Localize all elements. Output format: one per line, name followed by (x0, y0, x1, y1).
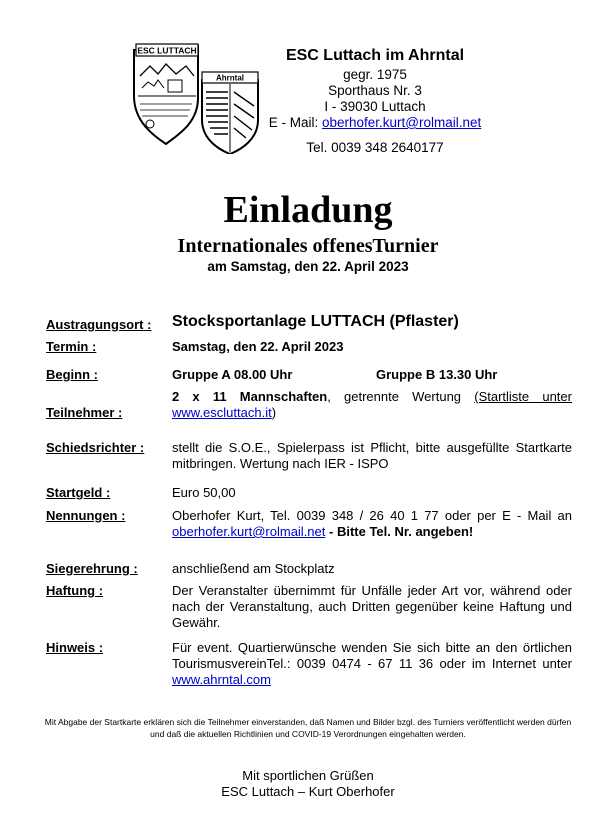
teilnehmer-text: , getrennte Wertung (327, 389, 475, 404)
label-schiedsrichter: Schiedsrichter : (46, 440, 145, 455)
club-email-link[interactable]: oberhofer.kurt@rolmail.net (321, 115, 482, 130)
label-hinweis: Hinweis : (46, 640, 104, 655)
svg-text:Ahrntal: Ahrntal (216, 73, 244, 83)
value-hinweis (172, 640, 572, 688)
nennungen-email-link[interactable]: oberhofer.kurt@rolmail.net (172, 524, 326, 539)
closing (0, 768, 616, 800)
tournament-subtitle: Internationales offenesTurnier (177, 235, 439, 257)
value-austragungsort: Stocksportanlage LUTTACH (Pflaster) (172, 313, 459, 330)
consent-note: Mit Abgabe der Startkarte erklären sich die Teilnehmer einverstanden, daß Namen und Bilder bzgl. des Turniers veröffentlicht werden dürfen und daß die aktuellen Richtlinien und COVID-19 Verordnungen eingehalten werden. (44, 717, 572, 739)
tournament-date-line: am Samstag, den 22. April 2023 (207, 259, 409, 274)
ahrntal-link[interactable]: www.ahrntal.com (172, 672, 271, 687)
club-founded: gegr. 1975 (343, 67, 407, 82)
club-email-line (250, 115, 500, 131)
teams-count: 2 x 11 Mannschaften (172, 389, 328, 404)
page-title: Einladung (223, 189, 393, 231)
value-beginn-group-b: Gruppe B 13.30 Uhr (376, 367, 498, 382)
nennungen-text: Oberhofer Kurt, Tel. 0039 348 / 26 40 1 77 oder per E - Mail an (172, 508, 572, 523)
startliste-text: (Startliste unter (474, 389, 572, 404)
svg-text:ESC LUTTACH: ESC LUTTACH (137, 45, 197, 56)
closing-signature: ESC Luttach – Kurt Oberhofer (221, 784, 395, 799)
value-startgeld: Euro 50,00 (172, 485, 236, 500)
label-austragungsort: Austragungsort : (46, 317, 152, 332)
teilnehmer-close: ) (271, 405, 277, 420)
club-address-city: I - 39030 Luttach (324, 99, 426, 114)
club-header (250, 46, 500, 156)
label-haftung: Haftung : (46, 583, 104, 598)
escluttach-link[interactable]: www.escluttach.it (172, 405, 272, 420)
hinweis-text: Für event. Quartierwünsche wenden Sie sich bitte an den örtlichen TourismusvereinTel.: 0039 0474 - 67 11 36 oder im Internet unter (172, 640, 572, 671)
label-startgeld: Startgeld : (46, 485, 111, 500)
label-beginn: Beginn : (46, 367, 98, 382)
email-prefix: E - Mail: (268, 115, 322, 130)
label-termin: Termin : (46, 339, 97, 354)
label-siegerehrung: Siegerehrung : (46, 561, 138, 576)
value-schiedsrichter: stellt die S.O.E., Spielerpass ist Pflicht, bitte ausgefüllte Startkarte mitbringen. Wertung nach IER - ISPO (172, 440, 572, 471)
nennungen-dash: - (325, 524, 337, 539)
label-nennungen: Nennungen : (46, 508, 126, 523)
label-teilnehmer: Teilnehmer : (46, 405, 123, 420)
esc-luttach-shield (134, 44, 198, 144)
club-name: ESC Luttach im Ahrntal (285, 47, 465, 64)
value-siegerehrung: anschließend am Stockplatz (172, 561, 335, 576)
value-nennungen (172, 508, 572, 540)
value-haftung: Der Veranstalter übernimmt für Unfälle jeder Art vor, während oder nach der Veranstaltung, auch Dritten gegenüber keine Haftung und Gewähr. (172, 583, 572, 630)
value-termin: Samstag, den 22. April 2023 (172, 339, 344, 354)
value-beginn-group-a: Gruppe A 08.00 Uhr (172, 367, 293, 382)
club-address-street: Sporthaus Nr. 3 (328, 83, 422, 98)
club-logo (128, 36, 264, 154)
value-teilnehmer (172, 389, 572, 421)
closing-greeting: Mit sportlichen Grüßen (242, 768, 374, 783)
club-phone: Tel. 0039 348 2640177 (306, 140, 444, 155)
nennungen-note: Bitte Tel. Nr. angeben! (336, 524, 474, 539)
